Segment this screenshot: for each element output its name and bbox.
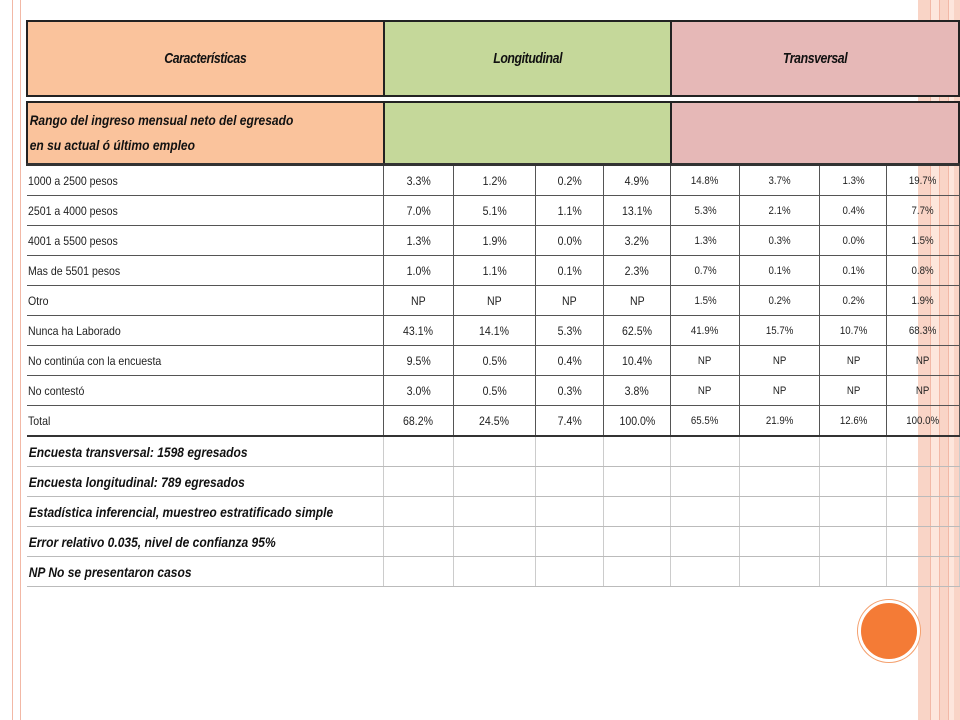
note-row <box>27 436 959 467</box>
rango-longitudinal-cell <box>384 102 671 165</box>
note-empty-cell <box>535 467 603 497</box>
longitudinal-cell <box>384 256 454 286</box>
transversal-value: 3.7% <box>768 174 791 187</box>
longitudinal-cell <box>535 226 603 256</box>
longitudinal-value: 1.1% <box>482 263 507 278</box>
transversal-cell <box>819 376 887 406</box>
rango-row <box>27 102 959 165</box>
note-empty-cell <box>384 497 454 527</box>
transversal-value: 1.5% <box>694 294 717 307</box>
note-empty-cell <box>384 436 454 467</box>
longitudinal-value: 0.1% <box>557 263 582 278</box>
longitudinal-value: 1.9% <box>482 233 507 248</box>
transversal-cell <box>819 346 887 376</box>
longitudinal-cell <box>453 316 535 346</box>
longitudinal-cell <box>603 346 671 376</box>
longitudinal-value: 0.0% <box>557 233 582 248</box>
transversal-cell <box>887 286 959 316</box>
note-empty-cell <box>671 527 739 557</box>
transversal-cell <box>819 165 887 196</box>
longitudinal-value: 1.1% <box>557 203 582 218</box>
note-empty-cell <box>384 527 454 557</box>
note-empty-cell <box>453 527 535 557</box>
transversal-cell <box>819 256 887 286</box>
longitudinal-cell <box>535 165 603 196</box>
transversal-value: NP <box>916 354 930 367</box>
longitudinal-cell <box>603 316 671 346</box>
transversal-value: 0.1% <box>768 264 791 277</box>
transversal-value: 2.1% <box>768 204 791 217</box>
transversal-value: 5.3% <box>694 204 717 217</box>
note-empty-cell <box>739 557 819 587</box>
longitudinal-cell <box>535 196 603 226</box>
longitudinal-value: 1.0% <box>406 263 431 278</box>
longitudinal-cell <box>384 196 454 226</box>
longitudinal-value: 2.3% <box>625 263 650 278</box>
transversal-value: 0.0% <box>842 234 865 247</box>
longitudinal-value: 43.1% <box>403 323 434 338</box>
transversal-value: 68.3% <box>909 324 937 337</box>
rango-line-2: en su actual ó último empleo <box>29 137 195 153</box>
note-empty-cell <box>384 467 454 497</box>
longitudinal-value: 1.3% <box>406 233 431 248</box>
note-empty-cell <box>453 467 535 497</box>
longitudinal-cell <box>384 286 454 316</box>
rango-cell <box>27 102 384 165</box>
longitudinal-value: 3.3% <box>406 173 431 188</box>
row-label <box>27 376 384 406</box>
longitudinal-cell <box>535 346 603 376</box>
transversal-value: NP <box>698 354 712 367</box>
longitudinal-cell <box>535 406 603 437</box>
header-caracteristicas <box>27 21 384 96</box>
longitudinal-cell <box>535 316 603 346</box>
longitudinal-cell <box>603 406 671 437</box>
transversal-value: 14.8% <box>691 174 719 187</box>
transversal-value: 65.5% <box>691 414 719 427</box>
transversal-cell <box>671 316 739 346</box>
transversal-cell <box>671 196 739 226</box>
note-empty-cell <box>819 497 887 527</box>
longitudinal-cell <box>384 226 454 256</box>
longitudinal-cell <box>603 286 671 316</box>
longitudinal-value: 7.4% <box>557 413 582 428</box>
longitudinal-value: 4.9% <box>625 173 650 188</box>
longitudinal-cell <box>603 165 671 196</box>
note-empty-cell <box>819 527 887 557</box>
longitudinal-value: 24.5% <box>479 413 510 428</box>
note-empty-cell <box>739 527 819 557</box>
header-longitudinal <box>384 21 671 96</box>
transversal-cell <box>887 226 959 256</box>
header-caracteristicas-label: Características <box>164 50 247 67</box>
transversal-value: 19.7% <box>909 174 937 187</box>
note-cell <box>27 527 384 557</box>
longitudinal-cell <box>603 376 671 406</box>
transversal-value: NP <box>772 384 787 397</box>
note-empty-cell <box>453 497 535 527</box>
transversal-value: 0.3% <box>768 234 791 247</box>
row-label-text: No continúa con la encuesta <box>28 353 162 368</box>
transversal-cell <box>671 226 739 256</box>
note-empty-cell <box>535 436 603 467</box>
longitudinal-cell <box>453 406 535 437</box>
transversal-value: 100.0% <box>906 414 940 427</box>
transversal-cell <box>739 256 819 286</box>
note-empty-cell <box>671 557 739 587</box>
transversal-cell <box>739 316 819 346</box>
transversal-value: 0.2% <box>842 294 865 307</box>
note-empty-cell <box>671 497 739 527</box>
income-table <box>26 20 960 587</box>
longitudinal-value: 13.1% <box>622 203 653 218</box>
note-text: NP No se presentaron casos <box>28 563 192 580</box>
longitudinal-value: 9.5% <box>406 353 431 368</box>
transversal-cell <box>819 226 887 256</box>
table-row <box>27 316 959 346</box>
note-cell <box>27 467 384 497</box>
note-empty-cell <box>603 497 671 527</box>
transversal-cell <box>739 406 819 437</box>
note-empty-cell <box>887 497 959 527</box>
longitudinal-value: 3.0% <box>406 383 431 398</box>
note-empty-cell <box>739 467 819 497</box>
note-empty-cell <box>819 436 887 467</box>
transversal-value: 1.3% <box>842 174 865 187</box>
longitudinal-cell <box>384 376 454 406</box>
note-row <box>27 467 959 497</box>
transversal-cell <box>887 376 959 406</box>
transversal-value: 0.7% <box>694 264 717 277</box>
note-empty-cell <box>603 467 671 497</box>
table-row <box>27 165 959 196</box>
transversal-cell <box>819 316 887 346</box>
longitudinal-cell <box>453 196 535 226</box>
transversal-cell <box>671 286 739 316</box>
transversal-value: 10.7% <box>839 324 867 337</box>
longitudinal-value: 0.2% <box>557 173 582 188</box>
row-label <box>27 406 384 437</box>
transversal-cell <box>671 346 739 376</box>
longitudinal-value: NP <box>411 293 426 308</box>
longitudinal-value: 100.0% <box>619 413 655 428</box>
transversal-cell <box>887 316 959 346</box>
row-label <box>27 346 384 376</box>
note-empty-cell <box>887 557 959 587</box>
note-empty-cell <box>603 436 671 467</box>
longitudinal-cell <box>535 256 603 286</box>
row-label-text: 2501 a 4000 pesos <box>28 203 118 218</box>
transversal-value: NP <box>772 354 787 367</box>
longitudinal-cell <box>535 376 603 406</box>
note-empty-cell <box>887 467 959 497</box>
row-label-text: Total <box>28 413 51 428</box>
note-cell <box>27 497 384 527</box>
longitudinal-cell <box>603 256 671 286</box>
header-row <box>27 21 959 96</box>
longitudinal-value: 5.3% <box>557 323 582 338</box>
table-row <box>27 376 959 406</box>
note-row <box>27 527 959 557</box>
longitudinal-value: NP <box>629 293 645 308</box>
table-row <box>27 196 959 226</box>
note-empty-cell <box>603 557 671 587</box>
table-row <box>27 286 959 316</box>
longitudinal-value: 7.0% <box>406 203 431 218</box>
transversal-cell <box>819 406 887 437</box>
note-empty-cell <box>739 497 819 527</box>
note-text: Encuesta longitudinal: 789 egresados <box>28 473 245 490</box>
note-empty-cell <box>887 527 959 557</box>
longitudinal-cell <box>453 165 535 196</box>
transversal-value: 15.7% <box>765 324 794 337</box>
table-row <box>27 406 959 437</box>
longitudinal-cell <box>603 196 671 226</box>
transversal-cell <box>887 196 959 226</box>
longitudinal-cell <box>453 286 535 316</box>
transversal-value: 7.7% <box>911 204 935 217</box>
rango-transversal-cell <box>671 102 959 165</box>
longitudinal-value: 0.5% <box>482 353 507 368</box>
longitudinal-cell <box>384 346 454 376</box>
transversal-cell <box>887 406 959 437</box>
header-longitudinal-label: Longitudinal <box>492 50 562 67</box>
transversal-value: 0.4% <box>842 204 865 217</box>
longitudinal-value: 10.4% <box>622 353 653 368</box>
transversal-value: 1.3% <box>694 234 717 247</box>
transversal-cell <box>671 256 739 286</box>
longitudinal-cell <box>384 316 454 346</box>
transversal-value: 0.2% <box>768 294 791 307</box>
row-label-text: Mas de 5501 pesos <box>28 263 121 278</box>
longitudinal-cell <box>603 226 671 256</box>
transversal-value: 0.8% <box>911 264 935 277</box>
row-label-text: Nunca ha Laborado <box>28 323 121 338</box>
transversal-cell <box>739 346 819 376</box>
transversal-value: 1.5% <box>911 234 935 247</box>
note-cell <box>27 557 384 587</box>
transversal-cell <box>739 196 819 226</box>
longitudinal-cell <box>453 226 535 256</box>
row-label-text: No contestó <box>28 383 85 398</box>
row-label <box>27 165 384 196</box>
transversal-cell <box>739 286 819 316</box>
note-text: Error relativo 0.035, nivel de confianza 95% <box>28 533 276 550</box>
note-cell <box>27 436 384 467</box>
row-label-text: Otro <box>28 293 49 308</box>
note-empty-cell <box>887 436 959 467</box>
longitudinal-cell <box>453 256 535 286</box>
table-row <box>27 346 959 376</box>
note-empty-cell <box>603 527 671 557</box>
transversal-value: 1.9% <box>911 294 935 307</box>
longitudinal-value: 3.2% <box>625 233 650 248</box>
transversal-cell <box>739 376 819 406</box>
row-label <box>27 316 384 346</box>
note-empty-cell <box>384 557 454 587</box>
longitudinal-cell <box>453 376 535 406</box>
longitudinal-cell <box>384 406 454 437</box>
note-empty-cell <box>535 497 603 527</box>
transversal-value: 21.9% <box>765 414 794 427</box>
rango-line-1: Rango del ingreso mensual neto del egresado <box>29 112 294 128</box>
transversal-value: NP <box>916 384 930 397</box>
table-row <box>27 256 959 286</box>
row-label-text: 4001 a 5500 pesos <box>28 233 118 248</box>
transversal-cell <box>887 256 959 286</box>
note-empty-cell <box>739 436 819 467</box>
row-label <box>27 226 384 256</box>
row-label <box>27 286 384 316</box>
longitudinal-value: 0.3% <box>557 383 582 398</box>
header-transversal <box>671 21 959 96</box>
note-text: Estadística inferencial, muestreo estratificado simple <box>28 503 334 520</box>
orange-circle-decoration <box>858 600 920 662</box>
transversal-value: NP <box>846 354 860 367</box>
note-empty-cell <box>819 467 887 497</box>
table-row <box>27 226 959 256</box>
longitudinal-value: 62.5% <box>622 323 653 338</box>
note-empty-cell <box>535 527 603 557</box>
longitudinal-cell <box>453 346 535 376</box>
transversal-value: NP <box>846 384 860 397</box>
longitudinal-value: 5.1% <box>482 203 507 218</box>
longitudinal-value: 14.1% <box>479 323 510 338</box>
longitudinal-value: 68.2% <box>403 413 434 428</box>
transversal-cell <box>887 165 959 196</box>
note-empty-cell <box>819 557 887 587</box>
transversal-cell <box>887 346 959 376</box>
transversal-cell <box>671 376 739 406</box>
note-empty-cell <box>535 557 603 587</box>
transversal-cell <box>671 165 739 196</box>
transversal-value: 41.9% <box>691 324 719 337</box>
longitudinal-value: 1.2% <box>482 173 507 188</box>
transversal-cell <box>819 286 887 316</box>
transversal-value: 0.1% <box>842 264 865 277</box>
transversal-value: 12.6% <box>839 414 867 427</box>
longitudinal-value: NP <box>487 293 502 308</box>
row-label <box>27 196 384 226</box>
left-frame-decoration <box>12 0 21 720</box>
longitudinal-value: 0.5% <box>482 383 507 398</box>
longitudinal-value: NP <box>562 293 577 308</box>
note-empty-cell <box>453 436 535 467</box>
note-row <box>27 557 959 587</box>
note-empty-cell <box>453 557 535 587</box>
row-label-text: 1000 a 2500 pesos <box>28 173 118 188</box>
row-label <box>27 256 384 286</box>
longitudinal-value: 0.4% <box>557 353 582 368</box>
transversal-cell <box>819 196 887 226</box>
data-body <box>27 165 959 437</box>
transversal-cell <box>739 165 819 196</box>
longitudinal-cell <box>384 165 454 196</box>
note-text: Encuesta transversal: 1598 egresados <box>28 443 248 460</box>
note-empty-cell <box>671 467 739 497</box>
longitudinal-cell <box>535 286 603 316</box>
header-transversal-label: Transversal <box>782 50 848 67</box>
longitudinal-value: 3.8% <box>625 383 650 398</box>
transversal-value: NP <box>698 384 712 397</box>
note-row <box>27 497 959 527</box>
notes-body <box>27 436 959 587</box>
note-empty-cell <box>671 436 739 467</box>
transversal-cell <box>671 406 739 437</box>
transversal-cell <box>739 226 819 256</box>
